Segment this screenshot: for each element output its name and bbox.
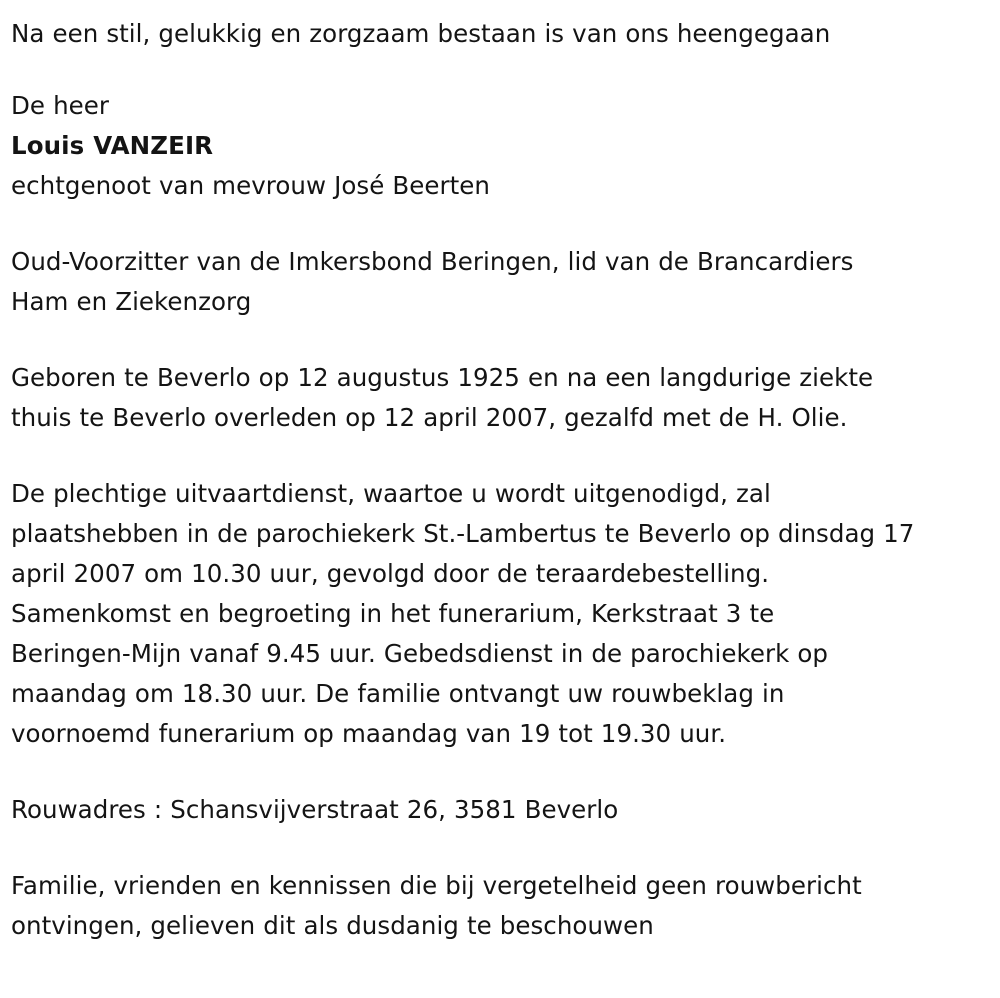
- service-line-7: voornoemd funerarium op maandag van 19 tot 19.30 uur.: [11, 719, 727, 748]
- life-dates-line-1: Geboren te Beverlo op 12 augustus 1925 en na een langdurige ziekte: [11, 363, 874, 392]
- service-line-6: maandag om 18.30 uur. De familie ontvangt uw rouwbeklag in: [11, 679, 785, 708]
- mourning-address: Rouwadres : Schansvijverstraat 26, 3581 Beverlo: [11, 795, 619, 824]
- opening-statement: Na een stil, gelukkig en zorgzaam bestaan is van ons heengegaan: [11, 19, 831, 48]
- life-dates-line-2: thuis te Beverlo overleden op 12 april 2007, gezalfd met de H. Olie.: [11, 403, 848, 432]
- service-line-3: april 2007 om 10.30 uur, gevolgd door de teraardebestelling.: [11, 559, 770, 588]
- honorific-line: De heer: [11, 91, 110, 120]
- service-line-4: Samenkomst en begroeting in het funerarium, Kerkstraat 3 te: [11, 599, 775, 628]
- closing-line-1: Familie, vrienden en kennissen die bij vergetelheid geen rouwbericht: [11, 871, 862, 900]
- affiliations-line-2: Ham en Ziekenzorg: [11, 287, 252, 316]
- service-line-1: De plechtige uitvaartdienst, waartoe u wordt uitgenodigd, zal: [11, 479, 771, 508]
- deceased-name: Louis VANZEIR: [11, 131, 214, 160]
- closing-line-2: ontvingen, gelieven dit als dusdanig te beschouwen: [11, 911, 654, 940]
- service-line-5: Beringen-Mijn vanaf 9.45 uur. Gebedsdienst in de parochiekerk op: [11, 639, 829, 668]
- service-line-2: plaatshebben in de parochiekerk St.-Lambertus te Beverlo op dinsdag 17: [11, 519, 915, 548]
- spouse-line: echtgenoot van mevrouw José Beerten: [11, 171, 490, 200]
- affiliations-line-1: Oud-Voorzitter van de Imkersbond Beringen, lid van de Brancardiers: [11, 247, 854, 276]
